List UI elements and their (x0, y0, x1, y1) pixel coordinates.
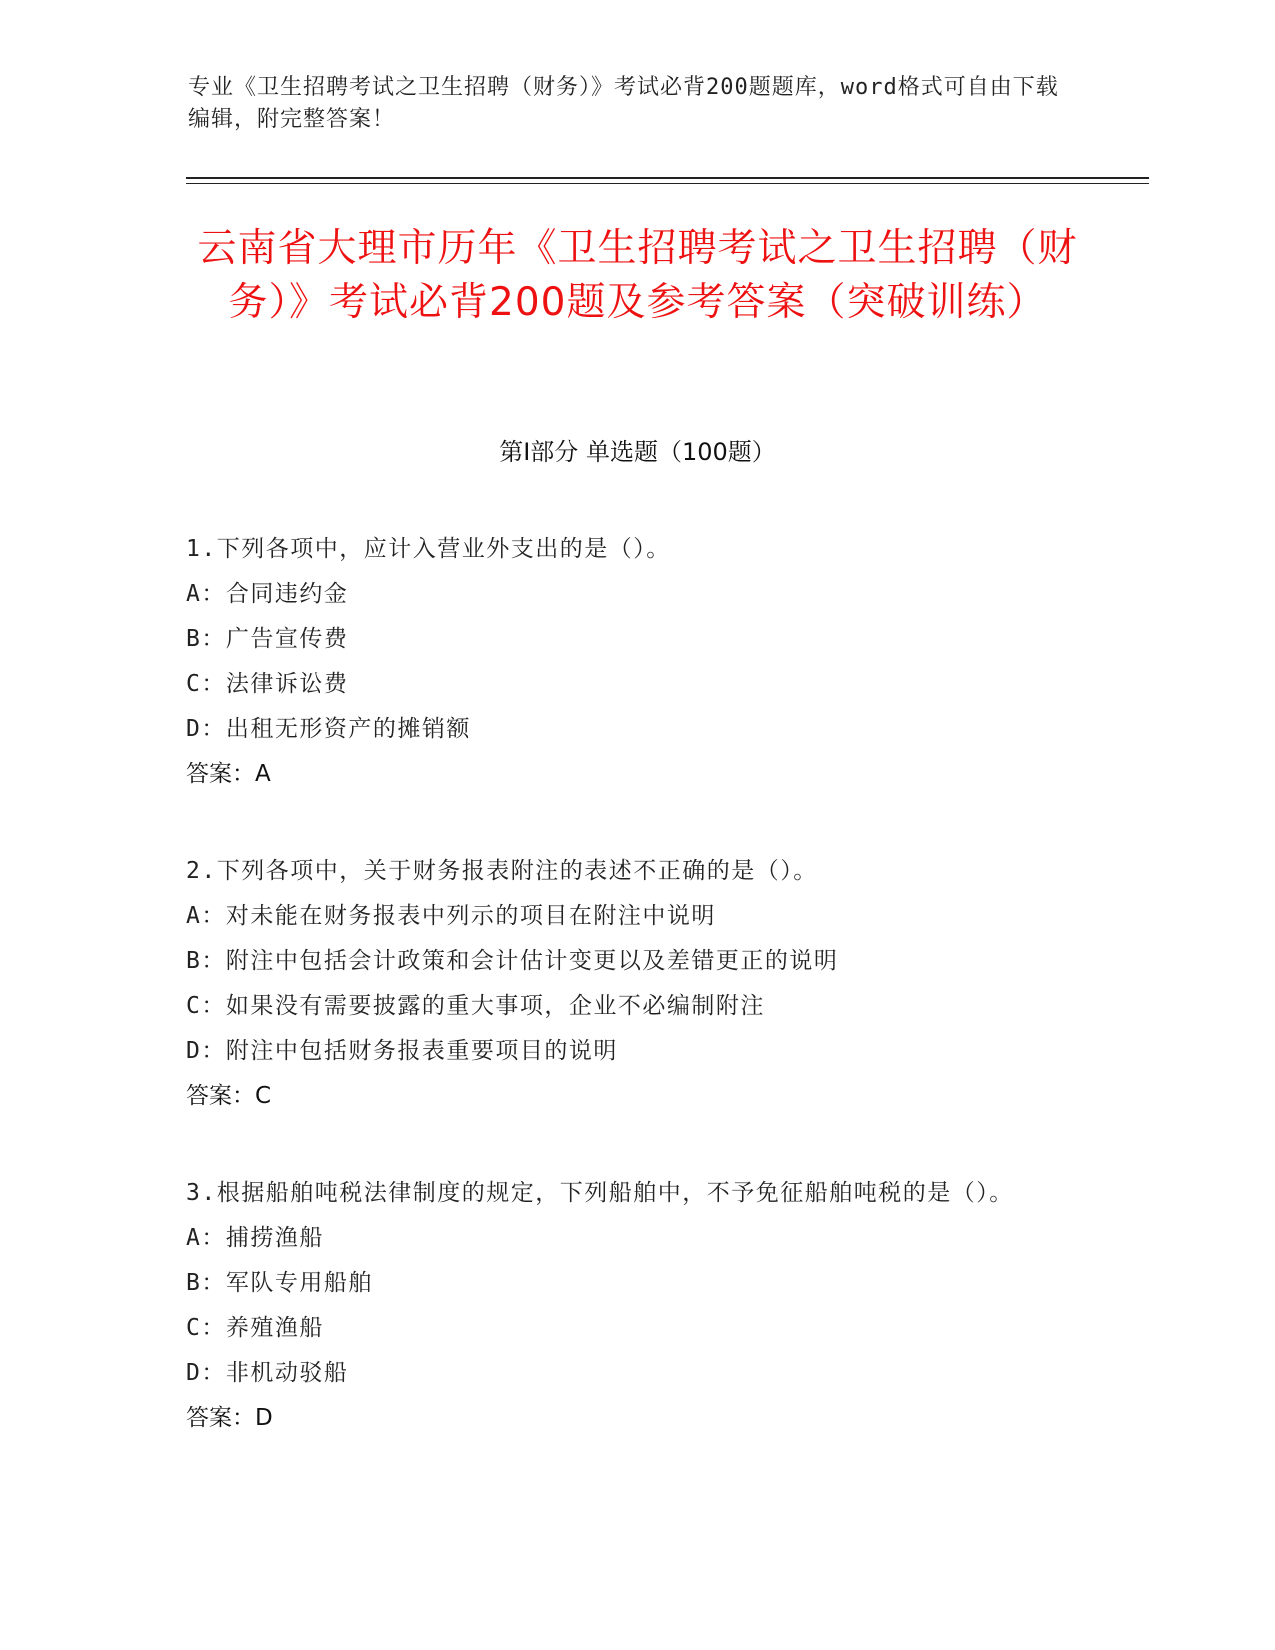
header-note: 专业《卫生招聘考试之卫生招聘（财务）》考试必背200题题库，word格式可自由下载编辑，附完整答案！ (188, 75, 1059, 132)
option-b: B：广告宣传费 (186, 626, 349, 652)
header-divider-thin (186, 183, 1149, 184)
option-c: C：法律诉讼费 (186, 671, 349, 697)
question-stem: 1.下列各项中，应计入营业外支出的是（）。 (186, 536, 671, 562)
document-title: 云南省大理市历年《卫生招聘考试之卫生招聘（财务）》考试必背200题及参考答案（突破训练） (197, 226, 1078, 325)
option-c: C：养殖渔船 (186, 1315, 324, 1341)
option-d: D：附注中包括财务报表重要项目的说明 (186, 1038, 618, 1064)
question-list (186, 527, 1076, 1493)
section-heading: 第Ⅰ部分 单选题（100题） (499, 438, 776, 466)
question-2 (186, 849, 1076, 1119)
option-c: C：如果没有需要披露的重大事项，企业不必编制附注 (186, 993, 765, 1019)
question-stem: 3.根据船舶吨税法律制度的规定，下列船舶中，不予免征船舶吨税的是（）。 (186, 1180, 1014, 1206)
question-3 (186, 1171, 1076, 1441)
answer: 答案：D (186, 1405, 273, 1431)
header-divider (186, 177, 1149, 179)
option-d: D：非机动驳船 (186, 1360, 349, 1386)
option-a: A：合同违约金 (186, 581, 349, 607)
option-a: A：捕捞渔船 (186, 1225, 324, 1251)
option-b: B：军队专用船舶 (186, 1270, 373, 1296)
answer: 答案：A (186, 761, 271, 787)
option-d: D：出租无形资产的摊销额 (186, 716, 471, 742)
option-b: B：附注中包括会计政策和会计估计变更以及差错更正的说明 (186, 948, 839, 974)
question-1 (186, 527, 1076, 797)
option-a: A：对未能在财务报表中列示的项目在附注中说明 (186, 903, 716, 929)
question-stem: 2.下列各项中，关于财务报表附注的表述不正确的是（）。 (186, 858, 818, 884)
answer: 答案：C (186, 1083, 272, 1109)
